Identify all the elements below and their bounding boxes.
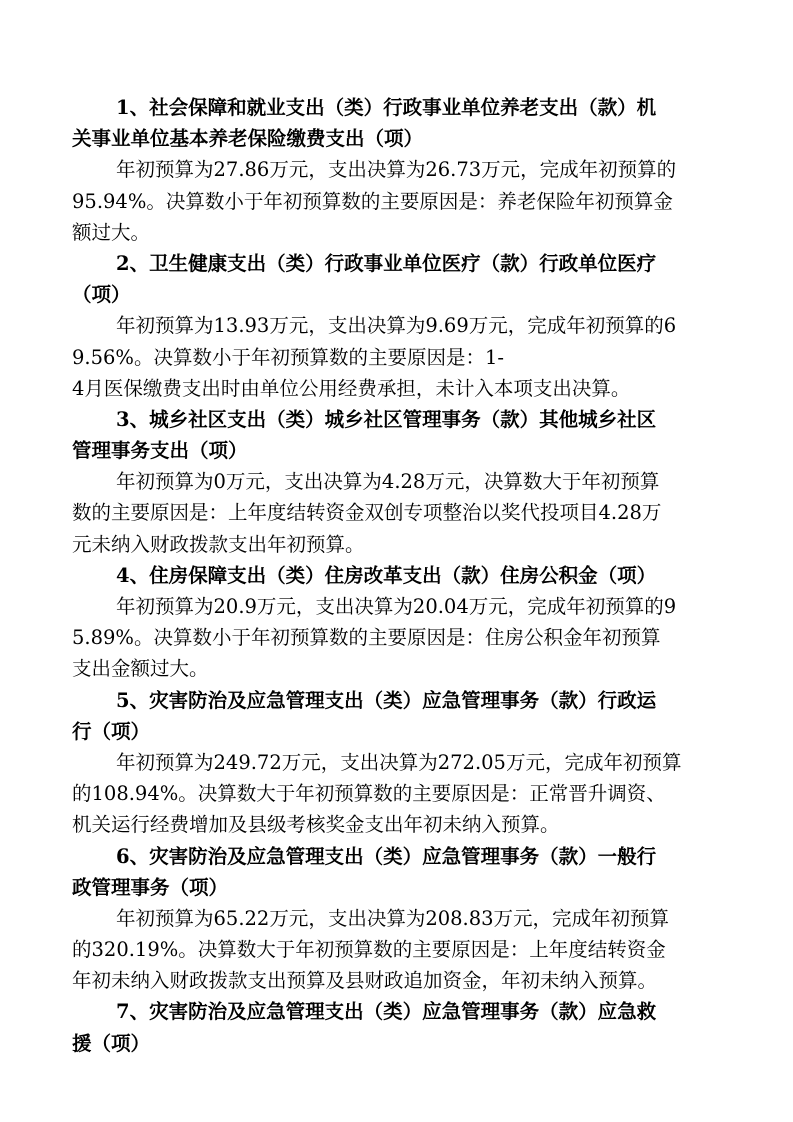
section-heading: 5、灾害防治及应急管理支出（类）应急管理事务（款）行政运 <box>116 688 657 712</box>
paragraph-line: 元未纳入财政拨款支出年初预算。 <box>72 532 365 556</box>
paragraph-line: 的108.94%。决算数大于年初预算数的主要原因是：正常晋升调资、 <box>72 782 666 806</box>
section-heading: 关事业单位基本养老保险缴费支出（项） <box>72 127 424 151</box>
section-heading: 7、灾害防治及应急管理支出（类）应急管理事务（款）应急救 <box>116 1000 657 1024</box>
paragraph-line: 机关运行经费增加及县级考核奖金支出年初未纳入预算。 <box>72 813 560 837</box>
section-3 <box>72 404 722 560</box>
paragraph-line: 年初预算为13.93万元，支出决算为9.69万元，完成年初预算的6 <box>116 314 677 338</box>
paragraph-line: 支出金额过大。 <box>72 657 209 681</box>
paragraph-line: 5.89%。决算数小于年初预算数的主要原因是：住房公积金年初预算 <box>72 626 661 650</box>
section-heading: 6、灾害防治及应急管理支出（类）应急管理事务（款）一般行 <box>116 844 657 868</box>
paragraph-line: 95.94%。决算数小于年初预算数的主要原因是：养老保险年初预算金 <box>72 189 673 213</box>
paragraph-line: 年初预算为249.72万元，支出决算为272.05万元，完成年初预算 <box>116 750 682 774</box>
section-heading: （项） <box>72 283 131 307</box>
paragraph-line: 年初预算为20.9万元，支出决算为20.04万元，完成年初预算的9 <box>116 595 677 618</box>
section-7 <box>72 996 722 1058</box>
section-heading: 管理事务支出（项） <box>72 439 248 463</box>
section-4 <box>72 560 722 685</box>
section-5 <box>72 685 722 841</box>
paragraph-line: 4月医保缴费支出时由单位公用经费承担，未计入本项支出决算。 <box>72 376 631 400</box>
section-heading: 4、住房保障支出（类）住房改革支出（款）住房公积金（项） <box>116 563 657 587</box>
section-1 <box>72 92 722 248</box>
paragraph-line: 年初预算为0万元，支出决算为4.28万元，决算数大于年初预算 <box>116 470 660 494</box>
section-heading: 3、城乡社区支出（类）城乡社区管理事务（款）其他城乡社区 <box>116 407 657 431</box>
section-heading: 1、社会保障和就业支出（类）行政事业单位养老支出（款）机 <box>116 96 657 119</box>
document-page <box>72 92 722 1059</box>
section-6 <box>72 841 722 997</box>
paragraph-line: 年初预算为27.86万元，支出决算为26.73万元，完成年初预算的 <box>116 158 677 182</box>
section-2 <box>72 248 722 404</box>
paragraph-line: 数的主要原因是：上年度结转资金双创专项整治以奖代投项目4.28万 <box>72 501 662 525</box>
section-heading: 2、卫生健康支出（类）行政事业单位医疗（款）行政单位医疗 <box>116 251 657 275</box>
paragraph-line: 额过大。 <box>72 220 151 244</box>
paragraph-line: 的320.19%。决算数大于年初预算数的主要原因是：上年度结转资金 <box>72 938 666 962</box>
paragraph-line: 年初预算为65.22万元，支出决算为208.83万元，完成年初预算 <box>116 906 670 930</box>
section-heading: 行（项） <box>72 719 151 743</box>
paragraph-line: 9.56%。决算数小于年初预算数的主要原因是：1- <box>72 345 504 369</box>
paragraph-line: 年初未纳入财政拨款支出预算及县财政追加资金，年初未纳入预算。 <box>72 969 658 993</box>
section-heading: 援（项） <box>72 1031 151 1055</box>
section-heading: 政管理事务（项） <box>72 875 229 899</box>
